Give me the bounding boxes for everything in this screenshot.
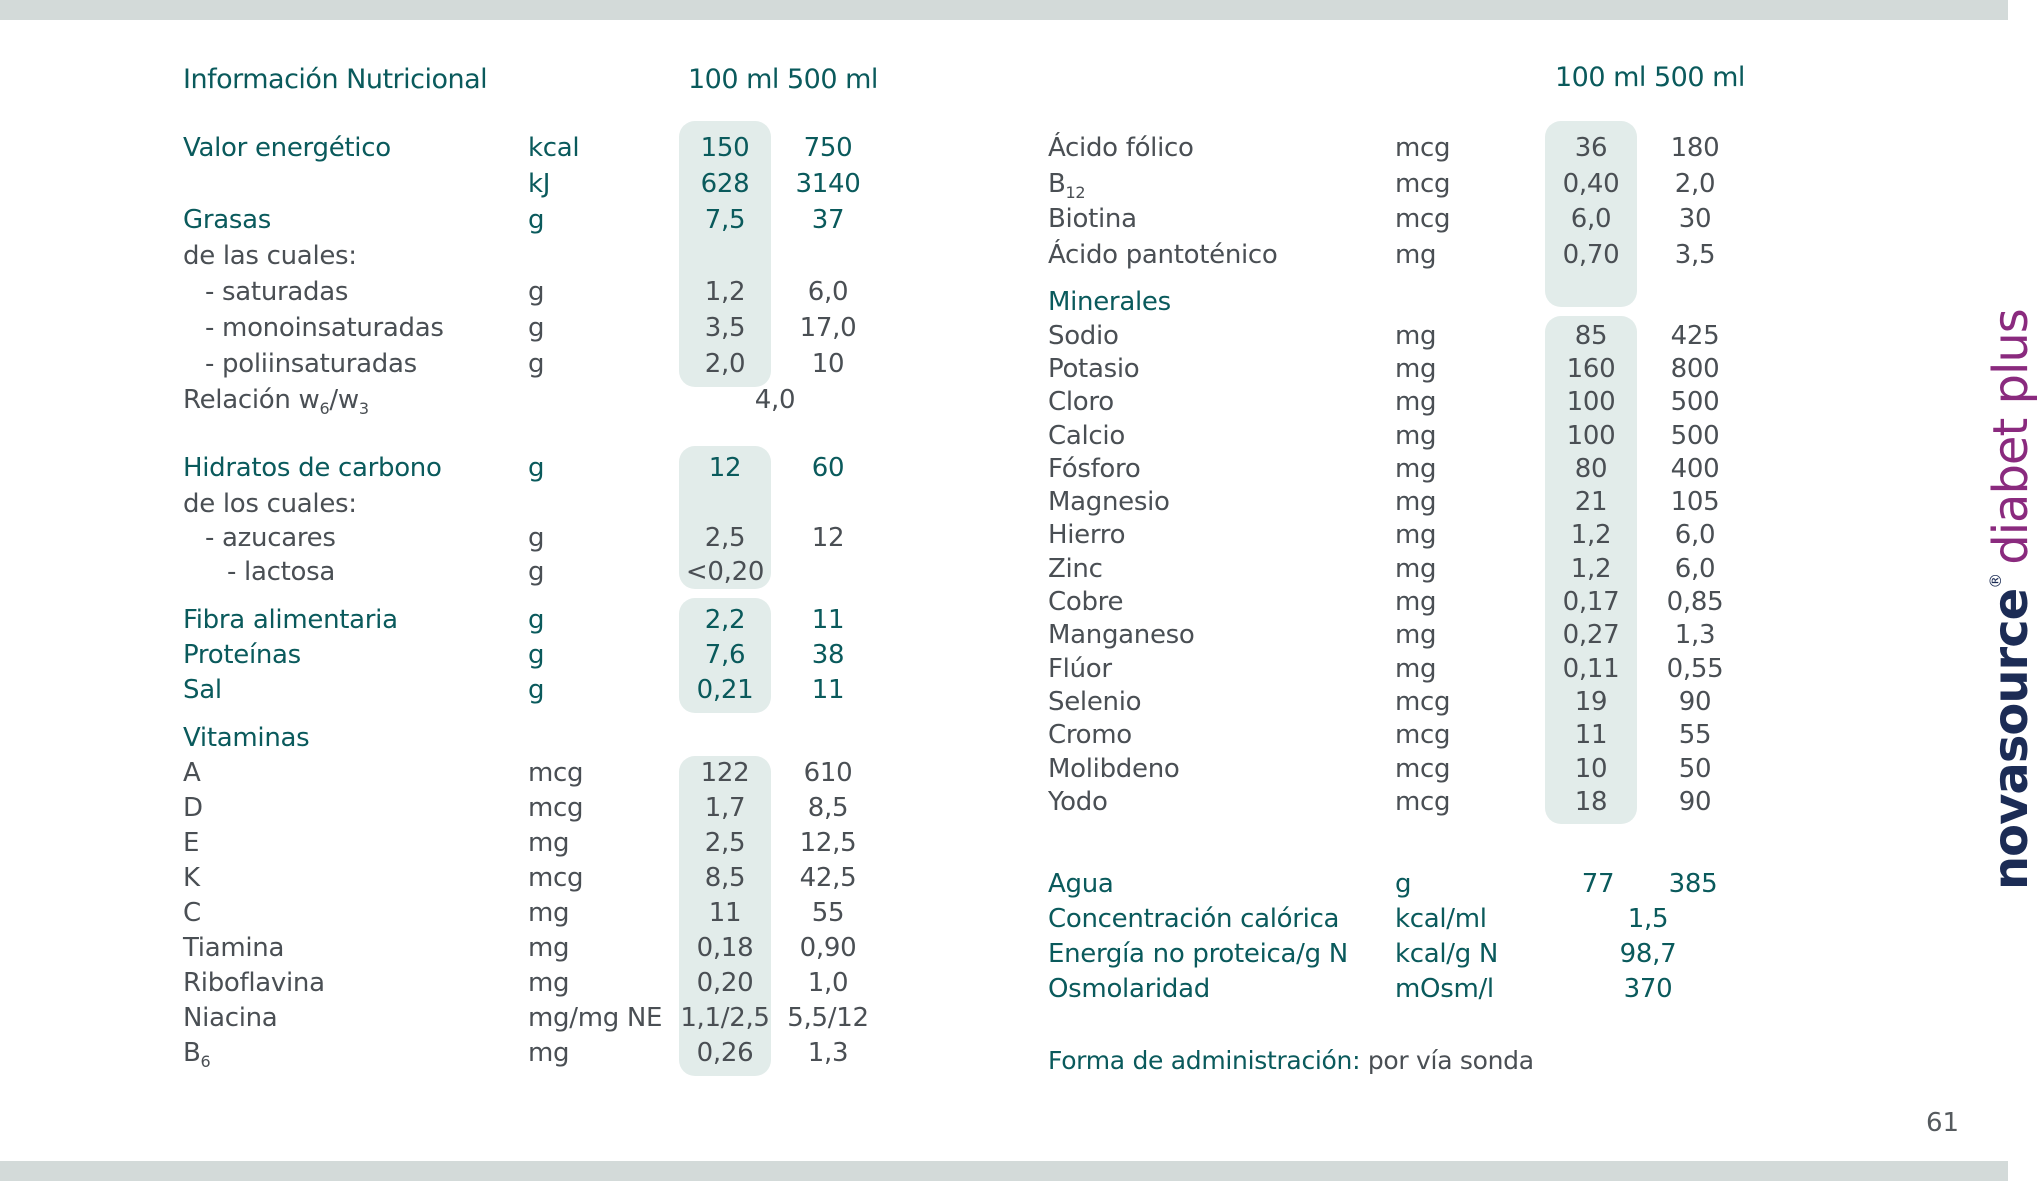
row-non-protein-energy xyxy=(1048,936,1768,972)
value-500ml: 5,5/12 xyxy=(787,1003,869,1033)
row-unit: mOsm/l xyxy=(1395,974,1494,1004)
row-label: Molibdeno xyxy=(1048,754,1180,784)
row-molybdenum xyxy=(1048,751,1768,787)
value-100ml: 0,18 xyxy=(696,933,754,963)
row-chloride xyxy=(1048,384,1768,420)
value-500ml: 2,0 xyxy=(1674,169,1716,199)
row-label: Concentración calórica xyxy=(1048,904,1340,934)
row-unit: mcg xyxy=(1395,787,1451,817)
value-100ml: 100 xyxy=(1566,421,1616,451)
b6-subscript: 6 xyxy=(200,1052,211,1071)
value-500ml: 1,3 xyxy=(807,1038,849,1068)
row-unit: mg xyxy=(1395,520,1437,550)
row-label: Ácido fólico xyxy=(1048,133,1194,163)
row-label: D xyxy=(183,793,203,823)
vitamins-heading xyxy=(183,720,903,756)
value-100ml: 11 xyxy=(708,898,742,928)
row-label xyxy=(1048,166,1085,202)
row-vitamin-b6 xyxy=(183,1035,903,1071)
row-label: Fósforo xyxy=(1048,454,1141,484)
brand-name: novasource xyxy=(1983,588,2039,890)
value-100ml: 80 xyxy=(1574,454,1608,484)
row-unit: mg xyxy=(528,968,570,998)
row-label: Valor energético xyxy=(183,133,391,163)
row-label: Niacina xyxy=(183,1003,278,1033)
row-unit: mg xyxy=(1395,487,1437,517)
row-unit: mg xyxy=(1395,620,1437,650)
value-100ml: 2,2 xyxy=(704,605,746,635)
value-500ml: 1,0 xyxy=(807,968,849,998)
value-500ml: 0,85 xyxy=(1666,587,1724,617)
value-500ml: 30 xyxy=(1678,204,1712,234)
row-calcium xyxy=(1048,418,1768,454)
value-100ml: 0,26 xyxy=(696,1038,754,1068)
row-manganese xyxy=(1048,617,1768,653)
row-label: Cobre xyxy=(1048,587,1124,617)
ratio-slash: /w xyxy=(329,385,359,415)
value-500ml: 0,90 xyxy=(799,933,857,963)
value-100ml: 36 xyxy=(1574,133,1608,163)
row-label: Sal xyxy=(183,675,222,705)
row-label: - monoinsaturadas xyxy=(205,313,444,343)
row-potassium xyxy=(1048,351,1768,387)
row-label: Minerales xyxy=(1048,287,1171,317)
row-label: Cromo xyxy=(1048,720,1132,750)
row-label: - poliinsaturadas xyxy=(205,349,417,379)
value-500ml: 180 xyxy=(1670,133,1720,163)
value-100ml: 85 xyxy=(1574,321,1608,351)
value-500ml: 90 xyxy=(1678,787,1712,817)
row-label: Hierro xyxy=(1048,520,1126,550)
col-header-100ml: 100 ml xyxy=(688,64,779,95)
row-label: E xyxy=(183,828,200,858)
row-label: Magnesio xyxy=(1048,487,1170,517)
row-label: Agua xyxy=(1048,869,1114,899)
row-vitamin-k xyxy=(183,860,903,896)
value-100ml: 1,2 xyxy=(1570,554,1612,584)
row-unit: mg xyxy=(528,828,570,858)
row-label: Tiamina xyxy=(183,933,285,963)
b6-letter: B xyxy=(183,1038,201,1068)
value-500ml: 60 xyxy=(811,453,845,483)
row-label: Proteínas xyxy=(183,640,301,670)
value-500ml: 800 xyxy=(1670,354,1720,384)
bottom-band xyxy=(0,1161,2008,1181)
value-combined: 1,5 xyxy=(1627,904,1669,934)
row-label: Calcio xyxy=(1048,421,1125,451)
row-fat-subheading xyxy=(183,238,903,274)
col-header-100ml: 100 ml xyxy=(1555,62,1646,93)
product-name: diabet plus xyxy=(1983,309,2039,565)
row-unit: g xyxy=(528,453,545,483)
value-500ml: 3140 xyxy=(795,169,861,199)
row-selenium xyxy=(1048,684,1768,720)
row-label: K xyxy=(183,863,200,893)
row-unit: g xyxy=(528,675,545,705)
row-label: Selenio xyxy=(1048,687,1142,717)
table-title: Información Nutricional xyxy=(183,64,488,95)
row-unit: mg xyxy=(1395,240,1437,270)
b12-letter: B xyxy=(1048,169,1066,199)
value-500ml: 50 xyxy=(1678,754,1712,784)
value-100ml: 0,70 xyxy=(1562,240,1620,270)
value-100ml: 11 xyxy=(1574,720,1608,750)
row-label: Yodo xyxy=(1048,787,1108,817)
value-100ml: 7,6 xyxy=(704,640,746,670)
row-label: - lactosa xyxy=(227,557,335,587)
row-label: Cloro xyxy=(1048,387,1114,417)
row-fat xyxy=(183,202,903,238)
row-label: Vitaminas xyxy=(183,723,310,753)
row-sugars xyxy=(183,520,903,556)
b12-subscript: 12 xyxy=(1065,183,1086,202)
value-100ml: 12 xyxy=(708,453,742,483)
row-zinc xyxy=(1048,551,1768,587)
row-unit: mg xyxy=(1395,587,1437,617)
row-label xyxy=(183,382,369,418)
value-500ml: 500 xyxy=(1670,421,1720,451)
row-label: Fibra alimentaria xyxy=(183,605,398,635)
page-number: 61 xyxy=(1926,1108,1960,1138)
value-500ml: 38 xyxy=(811,640,845,670)
value-500ml: 385 xyxy=(1668,869,1718,899)
row-vitamin-e xyxy=(183,825,903,861)
row-energy-kcal xyxy=(183,130,903,166)
row-unit: mg/mg NE xyxy=(528,1003,663,1033)
row-unit: mcg xyxy=(1395,687,1451,717)
row-unit: mg xyxy=(1395,654,1437,684)
value-100ml: 1,2 xyxy=(704,277,746,307)
row-omega-ratio xyxy=(183,382,903,418)
value-100ml: 19 xyxy=(1574,687,1608,717)
value-100ml: 122 xyxy=(700,758,750,788)
value-100ml: 1,7 xyxy=(704,793,746,823)
value-100ml: <0,20 xyxy=(685,557,765,587)
value-100ml: 18 xyxy=(1574,787,1608,817)
row-saturated xyxy=(183,274,903,310)
row-label: Biotina xyxy=(1048,204,1137,234)
row-unit: g xyxy=(1395,869,1412,899)
value-100ml: 2,5 xyxy=(704,828,746,858)
col-header-500ml: 500 ml xyxy=(787,64,878,95)
value-500ml: 610 xyxy=(803,758,853,788)
row-unit: mg xyxy=(1395,387,1437,417)
value-500ml: 90 xyxy=(1678,687,1712,717)
value-500ml: 55 xyxy=(1678,720,1712,750)
value-500ml: 6,0 xyxy=(1674,520,1716,550)
row-unit: mcg xyxy=(1395,169,1451,199)
value-500ml: 400 xyxy=(1670,454,1720,484)
value-500ml: 17,0 xyxy=(799,313,857,343)
row-vitamin-b12 xyxy=(1048,166,1768,202)
value-500ml: 425 xyxy=(1670,321,1720,351)
value-500ml: 6,0 xyxy=(807,277,849,307)
value-500ml: 11 xyxy=(811,605,845,635)
row-water xyxy=(1048,866,1768,902)
row-label: Osmolaridad xyxy=(1048,974,1210,1004)
row-label: Grasas xyxy=(183,205,271,235)
value-500ml: 0,55 xyxy=(1666,654,1724,684)
value-500ml: 11 xyxy=(811,675,845,705)
row-polyunsaturated xyxy=(183,346,903,382)
value-100ml: 10 xyxy=(1574,754,1608,784)
row-unit: mcg xyxy=(1395,133,1451,163)
value-100ml: 8,5 xyxy=(704,863,746,893)
row-folic-acid xyxy=(1048,130,1768,166)
value-100ml: 7,5 xyxy=(704,205,746,235)
row-label: de las cuales: xyxy=(183,241,357,271)
minerals-heading xyxy=(1048,284,1768,320)
value-100ml: 160 xyxy=(1566,354,1616,384)
row-label: C xyxy=(183,898,201,928)
row-salt xyxy=(183,672,903,708)
row-label: A xyxy=(183,758,201,788)
value-100ml: 21 xyxy=(1574,487,1608,517)
row-unit: g xyxy=(528,640,545,670)
value-500ml: 12,5 xyxy=(799,828,857,858)
row-unit: mg xyxy=(1395,554,1437,584)
row-unit: mcg xyxy=(528,793,584,823)
row-vitamin-c xyxy=(183,895,903,931)
value-100ml: 2,0 xyxy=(704,349,746,379)
value-500ml: 10 xyxy=(811,349,845,379)
row-energy-kj xyxy=(183,166,903,202)
value-500ml: 500 xyxy=(1670,387,1720,417)
row-fibre xyxy=(183,602,903,638)
row-unit: mg xyxy=(1395,354,1437,384)
row-label: Riboflavina xyxy=(183,968,325,998)
row-vitamin-d xyxy=(183,790,903,826)
row-protein xyxy=(183,637,903,673)
row-thiamine xyxy=(183,930,903,966)
row-unit: mcg xyxy=(1395,720,1451,750)
right-table xyxy=(1048,0,1768,1100)
row-label: Zinc xyxy=(1048,554,1103,584)
row-unit: kcal xyxy=(528,133,580,163)
value-100ml: 0,40 xyxy=(1562,169,1620,199)
value-100ml: 0,17 xyxy=(1562,587,1620,617)
row-osmolarity xyxy=(1048,971,1768,1007)
row-label: Hidratos de carbono xyxy=(183,453,442,483)
value-combined: 370 xyxy=(1623,974,1673,1004)
row-phosphorus xyxy=(1048,451,1768,487)
row-unit: g xyxy=(528,349,545,379)
row-label: de los cuales: xyxy=(183,489,357,519)
row-fluoride xyxy=(1048,651,1768,687)
value-500ml: 6,0 xyxy=(1674,554,1716,584)
row-label: - saturadas xyxy=(205,277,349,307)
row-unit: mg xyxy=(1395,321,1437,351)
row-unit: kJ xyxy=(528,169,551,199)
registered-mark: ® xyxy=(1986,572,2005,589)
value-100ml: 2,5 xyxy=(704,523,746,553)
row-lactose xyxy=(183,554,903,590)
value-100ml: 0,21 xyxy=(696,675,754,705)
row-riboflavin xyxy=(183,965,903,1001)
row-unit: mg xyxy=(528,1038,570,1068)
brand-logo xyxy=(1966,309,2039,890)
ratio-sub-3: 3 xyxy=(358,399,369,418)
value-100ml: 150 xyxy=(700,133,750,163)
value-500ml: 12 xyxy=(811,523,845,553)
row-carb-subheading xyxy=(183,486,903,522)
value-500ml: 750 xyxy=(803,133,853,163)
row-label: - azucares xyxy=(205,523,336,553)
row-iron xyxy=(1048,517,1768,553)
value-combined: 4,0 xyxy=(754,385,796,415)
row-label: Potasio xyxy=(1048,354,1140,384)
row-unit: mcg xyxy=(528,863,584,893)
row-sodium xyxy=(1048,318,1768,354)
value-500ml: 8,5 xyxy=(807,793,849,823)
value-500ml: 55 xyxy=(811,898,845,928)
row-copper xyxy=(1048,584,1768,620)
row-unit: mcg xyxy=(1395,204,1451,234)
row-label: Manganeso xyxy=(1048,620,1195,650)
value-100ml: 6,0 xyxy=(1570,204,1612,234)
row-magnesium xyxy=(1048,484,1768,520)
row-biotin xyxy=(1048,201,1768,237)
administration-note xyxy=(1048,1046,1534,1075)
value-100ml: 100 xyxy=(1566,387,1616,417)
row-caloric-concentration xyxy=(1048,901,1768,937)
value-500ml: 42,5 xyxy=(799,863,857,893)
row-chromium xyxy=(1048,717,1768,753)
value-combined: 98,7 xyxy=(1619,939,1677,969)
value-100ml: 77 xyxy=(1581,869,1615,899)
row-label: Ácido pantoténico xyxy=(1048,240,1278,270)
row-unit: mcg xyxy=(528,758,584,788)
value-500ml: 1,3 xyxy=(1674,620,1716,650)
row-niacin xyxy=(183,1000,903,1036)
row-iodine xyxy=(1048,784,1768,820)
row-unit: kcal/g N xyxy=(1395,939,1499,969)
row-unit: g xyxy=(528,313,545,343)
row-unit: mcg xyxy=(1395,754,1451,784)
value-100ml: 0,20 xyxy=(696,968,754,998)
value-500ml: 105 xyxy=(1670,487,1720,517)
value-500ml: 3,5 xyxy=(1674,240,1716,270)
row-unit: g xyxy=(528,277,545,307)
row-carbohydrates xyxy=(183,450,903,486)
row-vitamin-a xyxy=(183,755,903,791)
value-100ml: 1,2 xyxy=(1570,520,1612,550)
row-label xyxy=(183,1035,210,1071)
left-table xyxy=(183,0,903,1100)
value-500ml: 37 xyxy=(811,205,845,235)
row-unit: g xyxy=(528,205,545,235)
administration-label: Forma de administración: xyxy=(1048,1046,1361,1075)
row-unit: g xyxy=(528,605,545,635)
value-100ml: 0,27 xyxy=(1562,620,1620,650)
row-unit: mg xyxy=(528,933,570,963)
row-unit: kcal/ml xyxy=(1395,904,1487,934)
col-header-500ml: 500 ml xyxy=(1654,62,1745,93)
row-unit: g xyxy=(528,523,545,553)
value-100ml: 0,11 xyxy=(1562,654,1620,684)
row-monounsaturated xyxy=(183,310,903,346)
row-label: Energía no proteica/g N xyxy=(1048,939,1348,969)
value-100ml: 1,1/2,5 xyxy=(680,1003,770,1033)
row-unit: mg xyxy=(1395,421,1437,451)
value-100ml: 628 xyxy=(700,169,750,199)
ratio-label-text: Relación w xyxy=(183,385,320,415)
row-label: Flúor xyxy=(1048,654,1112,684)
ratio-sub-6: 6 xyxy=(319,399,330,418)
value-100ml: 3,5 xyxy=(704,313,746,343)
row-unit: g xyxy=(528,557,545,587)
row-pantothenic-acid xyxy=(1048,237,1768,273)
row-unit: mg xyxy=(528,898,570,928)
row-label: Sodio xyxy=(1048,321,1119,351)
row-unit: mg xyxy=(1395,454,1437,484)
administration-value: por vía sonda xyxy=(1367,1046,1534,1075)
